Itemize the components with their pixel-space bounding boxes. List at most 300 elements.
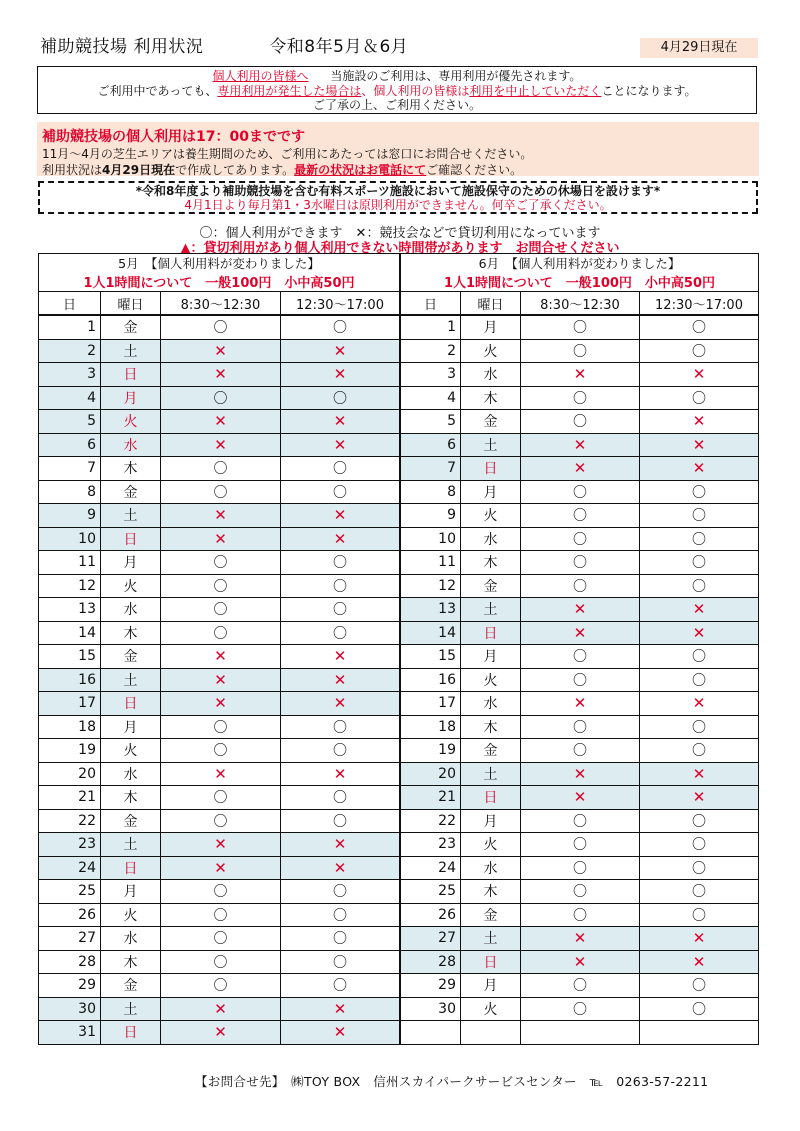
pm-status-cell xyxy=(640,997,759,1021)
am-status-cell xyxy=(161,762,281,786)
am-status-cell xyxy=(161,551,281,575)
table-row xyxy=(39,950,400,974)
am-status-cell xyxy=(161,433,281,457)
weekday-cell: 月 xyxy=(101,715,161,739)
available-mark: 〇 xyxy=(333,719,347,736)
day-cell: 11 xyxy=(39,551,101,575)
unavailable-mark: ✕ xyxy=(333,647,347,666)
weekday-cell: 金 xyxy=(461,739,521,763)
pm-status-cell xyxy=(281,339,400,363)
pm-status-cell xyxy=(281,856,400,880)
day-cell: 25 xyxy=(39,880,101,904)
day-cell: 18 xyxy=(401,715,461,739)
day-cell: 19 xyxy=(401,739,461,763)
pm-status-cell xyxy=(281,715,400,739)
pm-status-cell xyxy=(281,833,400,857)
weekday-cell: 木 xyxy=(101,786,161,810)
day-cell: 3 xyxy=(39,363,101,387)
day-cell: 31 xyxy=(39,1021,101,1045)
available-mark: 〇 xyxy=(692,578,706,595)
unavailable-mark: ✕ xyxy=(333,694,347,713)
unavailable-mark: ✕ xyxy=(333,858,347,877)
day-cell: 26 xyxy=(39,903,101,927)
weekday-cell: 木 xyxy=(101,621,161,645)
available-mark: 〇 xyxy=(692,1001,706,1018)
hours-heading: 補助競技場の個人利用は17：00までです xyxy=(42,129,305,145)
period-title: 令和8年5月＆6月 xyxy=(269,37,409,57)
day-cell: 7 xyxy=(39,457,101,481)
unavailable-mark: ✕ xyxy=(214,764,227,783)
pm-status-cell xyxy=(640,974,759,998)
notice-line: で作成してあります。 xyxy=(175,163,295,177)
available-mark: 〇 xyxy=(213,813,228,830)
day-cell: 5 xyxy=(39,410,101,434)
day-cell: 14 xyxy=(39,621,101,645)
table-row xyxy=(401,856,759,880)
unavailable-mark: ✕ xyxy=(214,858,227,877)
col-am: 8:30～12:30 xyxy=(161,292,281,316)
am-status-cell xyxy=(161,668,281,692)
day-cell: 20 xyxy=(39,762,101,786)
pm-status-cell xyxy=(281,903,400,927)
table-row xyxy=(401,1021,759,1045)
notice-emphasis: 利用を中止していただく xyxy=(469,83,602,98)
pm-status-cell xyxy=(640,480,759,504)
pm-status-cell xyxy=(281,692,400,716)
am-status-cell xyxy=(521,833,640,857)
pm-status-cell xyxy=(640,621,759,645)
pm-status-cell xyxy=(281,574,400,598)
available-mark: 〇 xyxy=(573,978,587,995)
weekday-cell: 土 xyxy=(461,433,521,457)
available-mark: 〇 xyxy=(213,884,228,901)
unavailable-mark: ✕ xyxy=(214,999,227,1018)
pm-status-cell xyxy=(281,480,400,504)
available-mark: 〇 xyxy=(692,719,706,736)
unavailable-mark: ✕ xyxy=(333,764,347,783)
am-status-cell xyxy=(521,715,640,739)
day-cell: 27 xyxy=(401,927,461,951)
unavailable-mark: ✕ xyxy=(573,788,587,807)
table-row xyxy=(39,480,400,504)
table-row xyxy=(401,527,759,551)
pm-status-cell xyxy=(640,692,759,716)
unavailable-mark: ✕ xyxy=(573,929,587,948)
maintenance-line: 4月1日より毎月第1・3水曜日は原則利用ができません。何卒ご了承ください。 xyxy=(184,198,612,212)
am-status-cell xyxy=(521,809,640,833)
unavailable-mark: ✕ xyxy=(573,435,587,454)
available-mark: 〇 xyxy=(573,884,587,901)
day-cell: 8 xyxy=(39,480,101,504)
unavailable-mark: ✕ xyxy=(214,341,227,360)
table-row xyxy=(39,668,400,692)
day-cell: 18 xyxy=(39,715,101,739)
available-mark: 〇 xyxy=(333,813,347,830)
day-cell: 29 xyxy=(401,974,461,998)
available-mark: 〇 xyxy=(692,343,706,360)
am-status-cell xyxy=(161,598,281,622)
unavailable-mark: ✕ xyxy=(692,952,706,971)
table-row xyxy=(401,315,759,339)
am-status-cell xyxy=(161,950,281,974)
day-cell: 28 xyxy=(39,950,101,974)
available-mark: 〇 xyxy=(213,484,228,501)
day-cell: 7 xyxy=(401,457,461,481)
pm-status-cell xyxy=(640,504,759,528)
day-cell: 11 xyxy=(401,551,461,575)
day-cell: 23 xyxy=(401,833,461,857)
col-pm: 12:30～17:00 xyxy=(640,292,759,316)
empty-cell xyxy=(461,1021,521,1045)
am-status-cell xyxy=(161,903,281,927)
day-cell: 25 xyxy=(401,880,461,904)
table-row xyxy=(401,363,759,387)
day-cell: 10 xyxy=(401,527,461,551)
notice-line: ご確認ください。 xyxy=(426,163,523,177)
notice-emphasis: 専用利用が発生した場合は xyxy=(217,83,362,98)
unavailable-mark: ✕ xyxy=(214,694,227,713)
available-mark: 〇 xyxy=(213,625,228,642)
am-status-cell xyxy=(521,527,640,551)
am-status-cell xyxy=(521,551,640,575)
table-row xyxy=(401,692,759,716)
available-mark: 〇 xyxy=(573,343,587,360)
am-status-cell xyxy=(521,621,640,645)
pm-status-cell xyxy=(281,551,400,575)
weekday-cell: 土 xyxy=(101,833,161,857)
available-mark: 〇 xyxy=(213,931,228,948)
unavailable-mark: ✕ xyxy=(692,435,706,454)
weekday-cell: 土 xyxy=(101,504,161,528)
am-status-cell xyxy=(521,927,640,951)
unavailable-mark: ✕ xyxy=(692,623,706,642)
col-day: 日 xyxy=(401,292,461,316)
available-mark: 〇 xyxy=(333,743,347,760)
table-row xyxy=(401,927,759,951)
weekday-cell: 火 xyxy=(461,833,521,857)
available-mark: 〇 xyxy=(573,555,587,572)
pm-status-cell xyxy=(640,645,759,669)
day-cell: 4 xyxy=(39,386,101,410)
pm-status-cell xyxy=(640,927,759,951)
day-cell: 5 xyxy=(401,410,461,434)
table-row xyxy=(401,786,759,810)
available-mark: 〇 xyxy=(333,390,347,407)
day-cell: 22 xyxy=(39,809,101,833)
table-row xyxy=(39,621,400,645)
table-row xyxy=(401,880,759,904)
pm-status-cell xyxy=(640,833,759,857)
day-cell: 3 xyxy=(401,363,461,387)
available-mark: 〇 xyxy=(573,578,587,595)
available-mark: 〇 xyxy=(692,813,706,830)
available-mark: 〇 xyxy=(213,461,228,478)
unavailable-mark: ✕ xyxy=(333,412,347,431)
available-mark: 〇 xyxy=(692,555,706,572)
col-day: 日 xyxy=(39,292,101,316)
day-cell: 4 xyxy=(401,386,461,410)
day-cell: 9 xyxy=(401,504,461,528)
weekday-cell: 金 xyxy=(101,315,161,339)
empty-cell xyxy=(521,1021,640,1045)
pm-status-cell xyxy=(640,527,759,551)
weekday-cell: 火 xyxy=(461,339,521,363)
am-status-cell xyxy=(161,621,281,645)
weekday-cell: 日 xyxy=(101,363,161,387)
am-status-cell xyxy=(161,786,281,810)
available-mark: 〇 xyxy=(692,837,706,854)
pm-status-cell xyxy=(281,668,400,692)
col-weekday: 曜日 xyxy=(101,292,161,316)
pm-status-cell xyxy=(281,433,400,457)
day-cell: 6 xyxy=(39,433,101,457)
day-cell: 2 xyxy=(401,339,461,363)
unavailable-mark: ✕ xyxy=(573,365,587,384)
am-status-cell xyxy=(161,880,281,904)
weekday-cell: 日 xyxy=(101,856,161,880)
weekday-cell: 水 xyxy=(101,762,161,786)
weekday-cell: 水 xyxy=(461,692,521,716)
day-cell: 29 xyxy=(39,974,101,998)
am-status-cell xyxy=(521,457,640,481)
weekday-cell: 水 xyxy=(101,433,161,457)
table-row xyxy=(401,551,759,575)
pm-status-cell xyxy=(640,433,759,457)
notice-maintenance xyxy=(38,181,758,214)
page-title xyxy=(40,32,408,57)
available-mark: 〇 xyxy=(692,978,706,995)
day-cell: 10 xyxy=(39,527,101,551)
weekday-cell: 火 xyxy=(461,997,521,1021)
table-row xyxy=(401,504,759,528)
am-status-cell xyxy=(161,480,281,504)
unavailable-mark: ✕ xyxy=(692,365,706,384)
pm-status-cell xyxy=(640,950,759,974)
available-mark: 〇 xyxy=(692,907,706,924)
col-am: 8:30～12:30 xyxy=(521,292,640,316)
weekday-cell: 火 xyxy=(101,903,161,927)
am-status-cell xyxy=(161,527,281,551)
table-row xyxy=(39,880,400,904)
weekday-cell: 土 xyxy=(101,339,161,363)
table-row xyxy=(39,386,400,410)
weekday-cell: 日 xyxy=(101,1021,161,1045)
table-row xyxy=(401,574,759,598)
am-status-cell xyxy=(161,1021,281,1045)
table-row xyxy=(401,645,759,669)
calendar-may xyxy=(38,253,400,1045)
day-cell: 30 xyxy=(401,997,461,1021)
notice-line: 当施設のご利用は、専用利用が優先されます。 xyxy=(330,69,582,83)
pm-status-cell xyxy=(281,527,400,551)
am-status-cell xyxy=(161,504,281,528)
month-title: 5月 【個人利用料が変わりました】 xyxy=(39,254,400,273)
am-status-cell xyxy=(521,997,640,1021)
available-mark: 〇 xyxy=(692,672,706,689)
available-mark: 〇 xyxy=(213,790,228,807)
unavailable-mark: ✕ xyxy=(214,647,227,666)
contact-footer: 【お問合せ先】 ㈱TOY BOX 信州スカイパークサービスセンター ℡ 0263-57-2211 xyxy=(195,1074,709,1089)
day-cell: 17 xyxy=(401,692,461,716)
unavailable-mark: ✕ xyxy=(333,435,347,454)
pm-status-cell xyxy=(640,574,759,598)
weekday-cell: 火 xyxy=(101,739,161,763)
notice-line: 11月～4月の芝生エリアは養生期間のため、ご利用にあたっては窓口にお問合せください。 xyxy=(42,147,533,161)
pm-status-cell xyxy=(281,410,400,434)
am-status-cell xyxy=(521,786,640,810)
unavailable-mark: ✕ xyxy=(573,952,587,971)
pm-status-cell xyxy=(281,739,400,763)
available-mark: 〇 xyxy=(692,531,706,548)
table-row xyxy=(39,457,400,481)
table-row xyxy=(401,339,759,363)
weekday-cell: 日 xyxy=(461,457,521,481)
table-row xyxy=(39,762,400,786)
day-cell: 24 xyxy=(401,856,461,880)
am-status-cell xyxy=(521,339,640,363)
table-row xyxy=(39,574,400,598)
available-mark: 〇 xyxy=(573,508,587,525)
weekday-cell: 土 xyxy=(461,762,521,786)
weekday-cell: 土 xyxy=(461,927,521,951)
table-row xyxy=(39,527,400,551)
day-cell: 21 xyxy=(39,786,101,810)
pm-status-cell xyxy=(640,668,759,692)
table-row xyxy=(401,950,759,974)
table-row xyxy=(39,903,400,927)
notice-heading: 個人利用の皆様へ xyxy=(212,69,309,83)
notice-line: ご了承の上、ご利用ください。 xyxy=(312,98,481,112)
available-mark: 〇 xyxy=(213,578,228,595)
pm-status-cell xyxy=(640,315,759,339)
weekday-cell: 金 xyxy=(101,974,161,998)
available-mark: 〇 xyxy=(213,719,228,736)
day-cell: 2 xyxy=(39,339,101,363)
available-mark: 〇 xyxy=(573,719,587,736)
pm-status-cell xyxy=(640,410,759,434)
day-cell: 12 xyxy=(401,574,461,598)
pm-status-cell xyxy=(281,645,400,669)
notice-emphasis: 、個人利用の皆様は xyxy=(361,83,470,98)
table-row xyxy=(39,856,400,880)
day-cell: 27 xyxy=(39,927,101,951)
am-status-cell xyxy=(161,974,281,998)
available-mark: 〇 xyxy=(573,860,587,877)
unavailable-mark: ✕ xyxy=(214,365,227,384)
available-mark: 〇 xyxy=(213,978,228,995)
table-row xyxy=(39,363,400,387)
table-row xyxy=(401,762,759,786)
unavailable-mark: ✕ xyxy=(692,600,706,619)
day-cell: 22 xyxy=(401,809,461,833)
day-cell: 30 xyxy=(39,997,101,1021)
day-cell: 26 xyxy=(401,903,461,927)
am-status-cell xyxy=(521,480,640,504)
am-status-cell xyxy=(521,433,640,457)
available-mark: 〇 xyxy=(333,461,347,478)
available-mark: 〇 xyxy=(213,390,228,407)
unavailable-mark: ✕ xyxy=(692,694,706,713)
day-cell: 1 xyxy=(39,315,101,339)
notice-line: ご利用中であっても、 xyxy=(97,83,218,98)
available-mark: 〇 xyxy=(573,531,587,548)
weekday-cell: 水 xyxy=(461,527,521,551)
unavailable-mark: ✕ xyxy=(333,999,347,1018)
pm-status-cell xyxy=(281,598,400,622)
day-cell: 15 xyxy=(39,645,101,669)
table-row xyxy=(39,809,400,833)
table-row xyxy=(401,668,759,692)
unavailable-mark: ✕ xyxy=(214,435,227,454)
am-status-cell xyxy=(161,715,281,739)
unavailable-mark: ✕ xyxy=(333,341,347,360)
unavailable-mark: ✕ xyxy=(692,764,706,783)
table-row xyxy=(401,997,759,1021)
col-weekday: 曜日 xyxy=(461,292,521,316)
notice-line: ことになります。 xyxy=(601,83,697,98)
table-row xyxy=(401,809,759,833)
available-mark: 〇 xyxy=(333,931,347,948)
available-mark: 〇 xyxy=(692,320,706,337)
pm-status-cell xyxy=(640,903,759,927)
day-cell: 14 xyxy=(401,621,461,645)
maintenance-heading: *令和8年度より補助競技場を含む有料スポーツ施設において施設保守のための休場日を設けます* xyxy=(135,184,661,198)
available-mark: 〇 xyxy=(333,602,347,619)
weekday-cell: 火 xyxy=(101,410,161,434)
table-row xyxy=(401,386,759,410)
available-mark: 〇 xyxy=(333,907,347,924)
unavailable-mark: ✕ xyxy=(573,623,587,642)
notice-hours xyxy=(37,122,759,176)
weekday-cell: 金 xyxy=(461,903,521,927)
weekday-cell: 木 xyxy=(461,880,521,904)
day-cell: 15 xyxy=(401,645,461,669)
table-row xyxy=(401,433,759,457)
legend: 〇：個人利用ができます ✕：競技会などで貸切利用になっています xyxy=(199,226,601,241)
weekday-cell: 月 xyxy=(101,880,161,904)
day-cell: 12 xyxy=(39,574,101,598)
as-of-date: 4月29日現在 xyxy=(640,38,758,58)
unavailable-mark: ✕ xyxy=(573,600,587,619)
day-cell: 9 xyxy=(39,504,101,528)
available-mark: 〇 xyxy=(692,508,706,525)
pm-status-cell xyxy=(281,997,400,1021)
weekday-cell: 金 xyxy=(101,809,161,833)
table-row xyxy=(39,739,400,763)
pm-status-cell xyxy=(640,551,759,575)
am-status-cell xyxy=(161,574,281,598)
weekday-cell: 水 xyxy=(461,856,521,880)
am-status-cell xyxy=(161,339,281,363)
unavailable-mark: ✕ xyxy=(214,670,227,689)
day-cell: 16 xyxy=(39,668,101,692)
weekday-cell: 日 xyxy=(101,527,161,551)
am-status-cell xyxy=(161,739,281,763)
table-row xyxy=(401,739,759,763)
day-cell: 16 xyxy=(401,668,461,692)
am-status-cell xyxy=(161,927,281,951)
am-status-cell xyxy=(161,809,281,833)
col-pm: 12:30～17:00 xyxy=(281,292,400,316)
available-mark: 〇 xyxy=(573,414,587,431)
notice-emphasis: 最新の状況はお電話にて xyxy=(294,163,427,177)
available-mark: 〇 xyxy=(573,649,587,666)
table-row xyxy=(39,433,400,457)
table-row xyxy=(401,715,759,739)
am-status-cell xyxy=(161,410,281,434)
unavailable-mark: ✕ xyxy=(214,506,227,525)
am-status-cell xyxy=(521,574,640,598)
